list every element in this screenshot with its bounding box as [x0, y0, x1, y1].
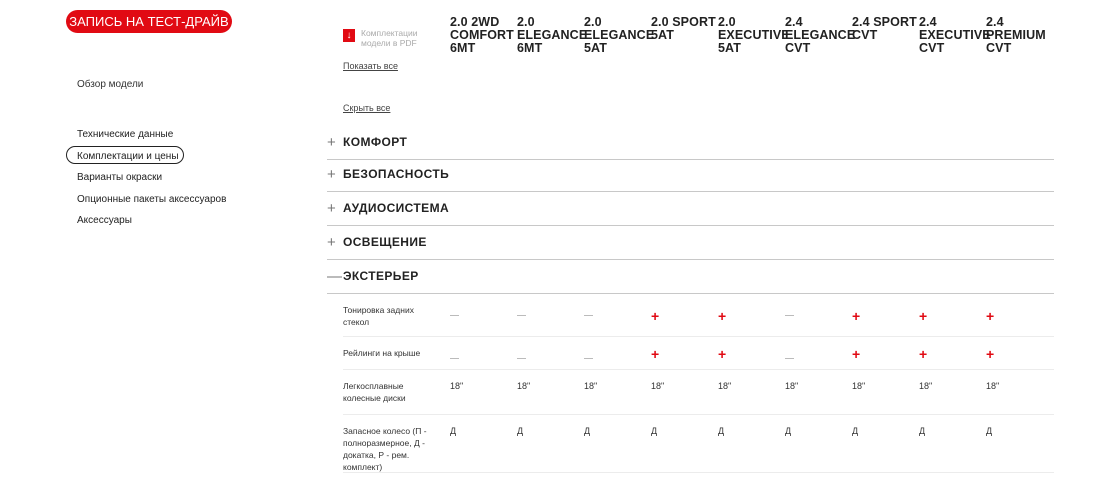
accordion-section-title: КОМФОРТ: [343, 135, 408, 149]
not-available-icon: [584, 315, 593, 316]
hide-all-link[interactable]: Скрыть все: [343, 103, 391, 113]
expand-icon[interactable]: +: [327, 234, 336, 251]
accordion-section[interactable]: [327, 226, 1054, 260]
accordion-section[interactable]: [327, 260, 1054, 294]
expand-icon[interactable]: +: [327, 134, 336, 151]
table-row: [343, 370, 1054, 415]
not-available-icon: [517, 358, 526, 359]
accordion-section-title: ЭКСТЕРЬЕР: [343, 269, 419, 283]
table-cell: Д: [450, 426, 457, 436]
not-available-icon: [450, 315, 459, 316]
test-drive-button[interactable]: ЗАПИСЬ НА ТЕСТ-ДРАЙВ: [66, 10, 232, 33]
table-cell: Д: [986, 426, 993, 436]
not-available-icon: [517, 315, 526, 316]
table-cell: 18": [919, 381, 933, 391]
table-cell: 18": [785, 381, 799, 391]
trim-column-header: 2.0 SPORT 5AT: [651, 15, 716, 42]
trim-column-header: 2.0 ELEGANCE 6MT: [517, 15, 588, 55]
table-cell: 18": [517, 381, 531, 391]
accordion-section[interactable]: [327, 158, 1054, 192]
not-available-icon: [450, 358, 459, 359]
table-row: [343, 337, 1054, 370]
available-icon: +: [651, 346, 660, 362]
row-label: Запасное колесо (П - полноразмерное, Д - докатка, Р - рем. комплект): [343, 426, 427, 472]
sidebar-item-tech-data[interactable]: Технические данные: [77, 129, 174, 140]
table-cell: 18": [651, 381, 665, 391]
sidebar-item-accessories[interactable]: Аксессуары: [77, 215, 132, 226]
table-cell: Д: [785, 426, 792, 436]
trim-column-header: 2.0 EXECUTIVE 5AT: [718, 15, 790, 55]
table-row: [343, 415, 1054, 473]
table-cell: 18": [718, 381, 732, 391]
row-label: Тонировка задних стекол: [343, 305, 414, 327]
accordion-section[interactable]: [327, 126, 1054, 160]
pdf-download-label: Комплектации модели в PDF: [361, 28, 418, 48]
expand-icon[interactable]: +: [327, 200, 336, 217]
available-icon: +: [852, 346, 861, 362]
table-row: [343, 294, 1054, 337]
available-icon: +: [986, 346, 995, 362]
row-label: Легкосплавные колесные диски: [343, 381, 406, 403]
table-cell: Д: [852, 426, 859, 436]
pdf-download-link[interactable]: [343, 28, 431, 48]
table-cell: 18": [584, 381, 598, 391]
trim-column-header: 2.4 EXECUTIVE CVT: [919, 15, 991, 55]
sidebar-item-colors[interactable]: Варианты окраски: [77, 172, 163, 183]
nav-overview-link[interactable]: Обзор модели: [77, 79, 144, 90]
trim-column-header: 2.0 ELEGANCE 5AT: [584, 15, 655, 55]
table-cell: 18": [852, 381, 866, 391]
sidebar-nav: [77, 129, 226, 237]
trim-column-header: 2.0 2WD COMFORT 6MT: [450, 15, 514, 55]
trim-column-header: 2.4 ELEGANCE CVT: [785, 15, 856, 55]
accordion-section-title: БЕЗОПАСНОСТЬ: [343, 167, 450, 181]
available-icon: +: [852, 308, 861, 324]
not-available-icon: [584, 358, 593, 359]
available-icon: +: [718, 308, 727, 324]
table-cell: 18": [986, 381, 1000, 391]
row-label: Рейлинги на крыше: [343, 348, 421, 358]
table-cell: Д: [517, 426, 524, 436]
available-icon: +: [919, 346, 928, 362]
not-available-icon: [785, 315, 794, 316]
not-available-icon: [785, 358, 794, 359]
accordion-section[interactable]: [327, 192, 1054, 226]
table-cell: 18": [450, 381, 464, 391]
sidebar-item-accessory-packs[interactable]: Опционные пакеты аксессуаров: [77, 193, 227, 205]
available-icon: +: [919, 308, 928, 324]
trim-column-header: 2.4 SPORT CVT: [852, 15, 917, 42]
accordion-section-title: АУДИОСИСТЕМА: [343, 201, 450, 215]
pdf-download-icon: ↓: [343, 29, 355, 42]
table-cell: Д: [919, 426, 926, 436]
expand-icon[interactable]: +: [327, 166, 336, 183]
available-icon: +: [718, 346, 727, 362]
table-cell: Д: [651, 426, 658, 436]
available-icon: +: [651, 308, 660, 324]
available-icon: +: [986, 308, 995, 324]
trim-column-header: 2.4 PREMIUM CVT: [986, 15, 1046, 55]
accordion-section-title: ОСВЕЩЕНИЕ: [343, 235, 427, 249]
collapse-icon[interactable]: —: [327, 268, 342, 285]
table-cell: Д: [584, 426, 591, 436]
table-cell: Д: [718, 426, 725, 436]
sidebar-item-trims-prices[interactable]: Комплектации и цены: [77, 151, 226, 173]
show-all-link[interactable]: Показать все: [343, 61, 398, 71]
